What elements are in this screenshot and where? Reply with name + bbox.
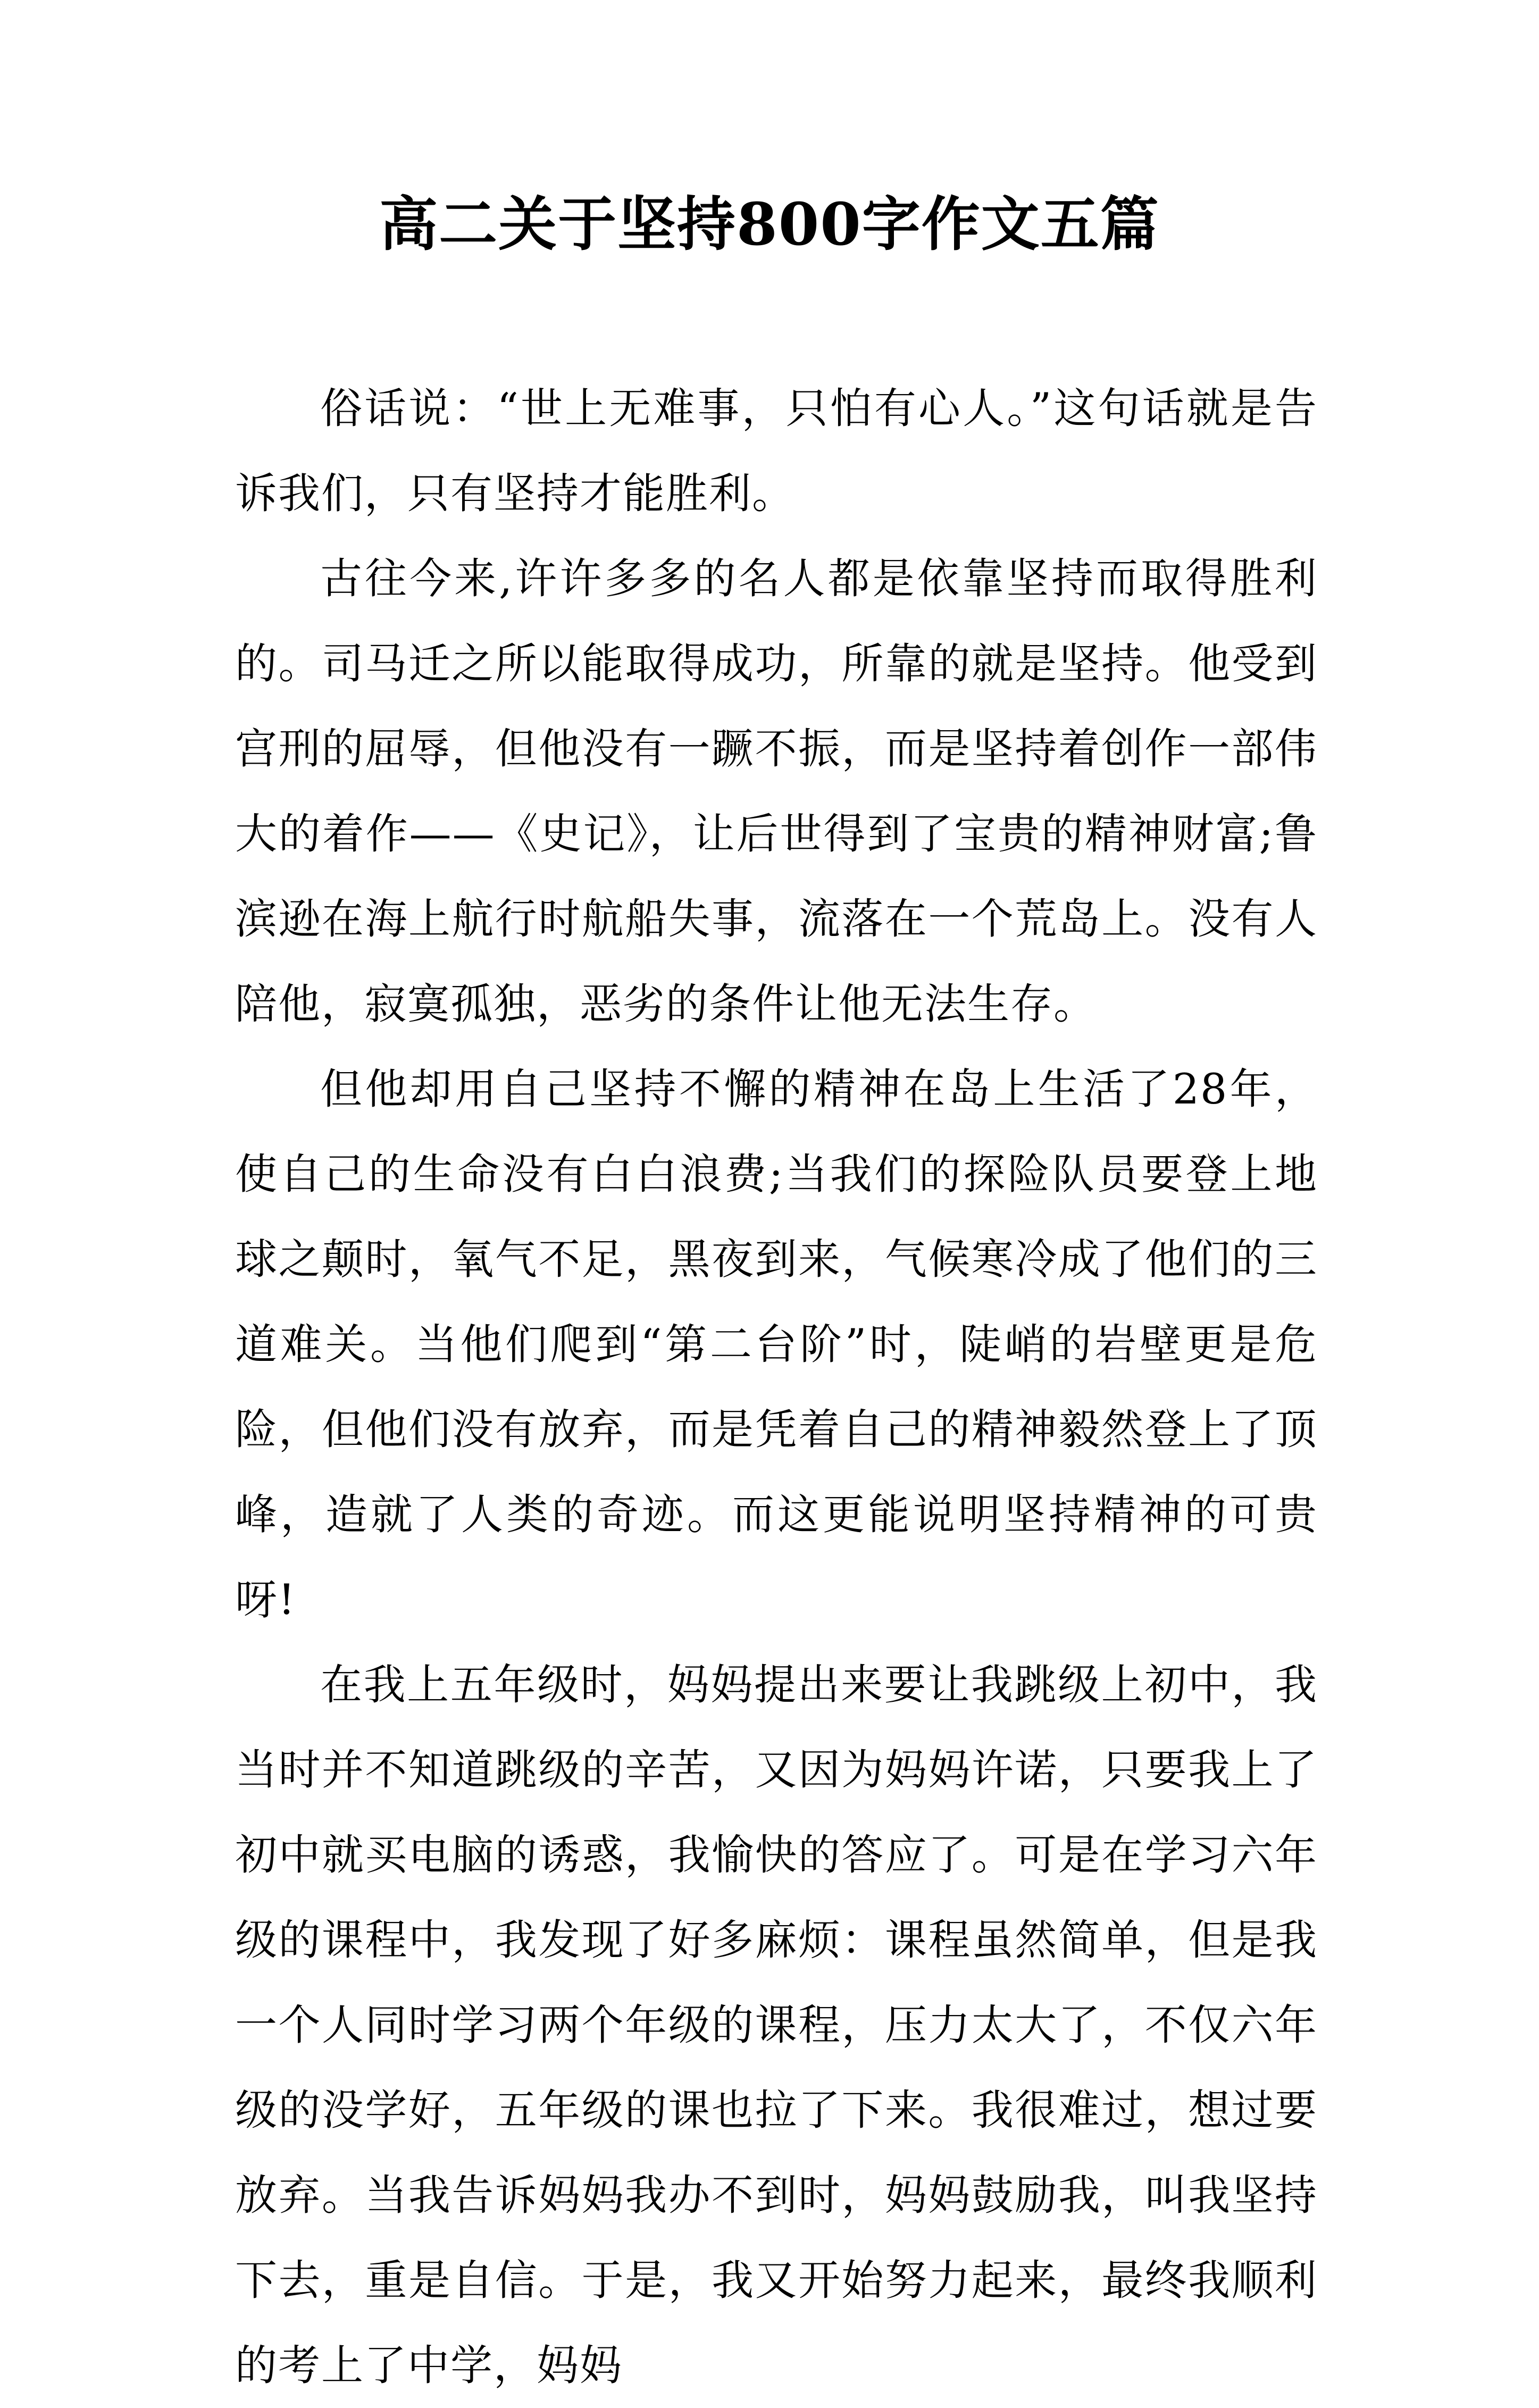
- paragraph: 俗话说：“世上无难事，只怕有心人。”这句话就是告诉我们，只有坚持才能胜利。: [235, 384, 1318, 518]
- document-title: 高二关于坚持800字作文五篇: [379, 190, 1160, 258]
- paragraph: 在我上五年级时，妈妈提出来要让我跳级上初中，我当时并不知道跳级的辛苦，又因为妈妈许诺，只要我上了初中就买电脑的诱惑，我愉快的答应了。可是在学习六年级的课程中，我发现了好多麻烦：课程虽然简单，但是我一个人同时学习两个年级的课程，压力太大了，不仅六年级的没学好，五年级的课也拉了下来。我很难过，想过要放弃。当我告诉妈妈我办不到时，妈妈鼓励我，叫我坚持下去，重是自信。于是，我又开始努力起来，最终我顺利的考上了中学，妈妈: [235, 1660, 1318, 2390]
- paragraph: 但他却用自己坚持不懈的精神在岛上生活了28年，使自己的生命没有白白浪费;当我们的探险队员要登上地球之颠时，氧气不足，黑夜到来，气候寒冷成了他们的三道难关。当他们爬到“第二台阶”时，陡峭的岩壁更是危险，但他们没有放弃，而是凭着自己的精神毅然登上了顶峰，造就了人类的奇迹。而这更能说明坚持精神的可贵呀!: [235, 1065, 1318, 1624]
- paragraph: 古往今来,许许多多的名人都是依靠坚持而取得胜利的。司马迁之所以能取得成功，所靠的就是坚持。他受到宫刑的屈辱，但他没有一蹶不振，而是坚持着创作一部伟大的着作——《史记》，让后世得到了宝贵的精神财富;鲁滨逊在海上航行时航船失事，流落在一个荒岛上。没有人陪他，寂寞孤独，恶劣的条件让他无法生存。: [235, 554, 1318, 1029]
- document-body: [235, 366, 1318, 2408]
